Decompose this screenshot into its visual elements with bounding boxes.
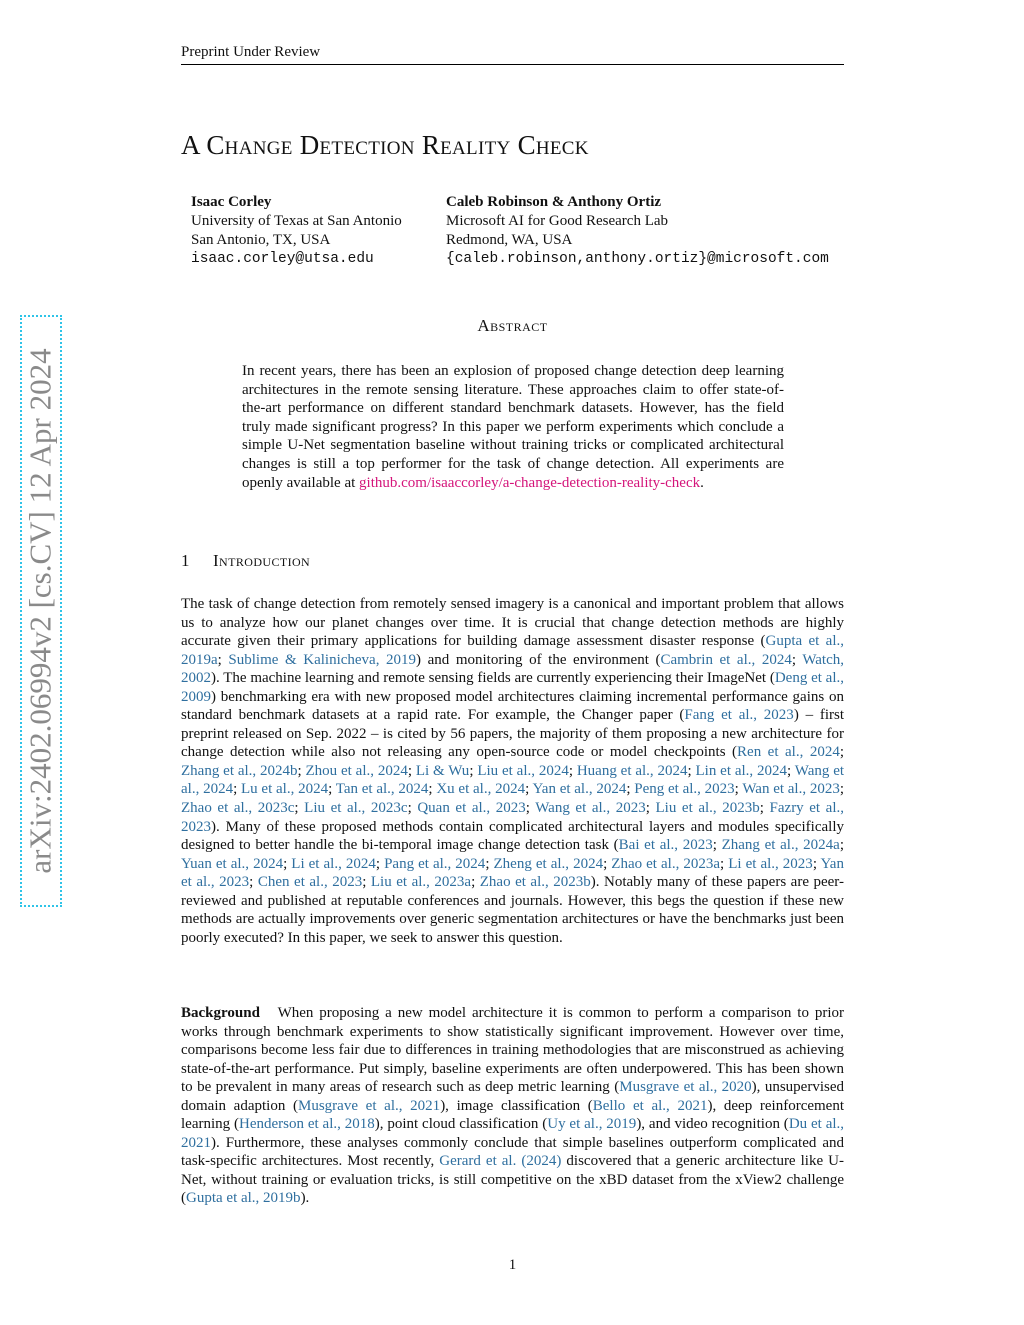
author-affiliation: Microsoft AI for Good Research Lab — [446, 213, 669, 229]
citation-link[interactable]: Tan et al., 2024 — [335, 781, 429, 798]
citation-link[interactable]: Yan et al., 2024 — [532, 781, 627, 798]
text-run: ), unsupervised domain adaption ( — [181, 1079, 844, 1114]
citation-link[interactable]: Sublime & Kalinicheva, 2019 — [228, 651, 417, 668]
text-run: ; — [791, 651, 803, 668]
text-run: ), deep reinforcement learning ( — [181, 1097, 845, 1133]
citation-link[interactable]: Zhao et al., 2023c — [181, 800, 295, 817]
citation-link[interactable]: Xu et al., 2024 — [436, 781, 526, 798]
text-run: ). Notably many of these papers are peer-reviewed and published at reputable conferences and journals. However, this begs the question if these new methods are actually improvements over generic segmentation architectures or have the benchmarks just been poorly executed? In this paper, we seek to answer this question. — [181, 874, 844, 946]
intro-paragraph-1 — [181, 595, 844, 947]
author-name: Isaac Corley — [191, 194, 272, 210]
citation-link[interactable]: Liu et al., 2024 — [477, 762, 569, 779]
citation-link[interactable]: Fang et al., 2023 — [684, 707, 794, 724]
author-affiliation: University of Texas at San Antonio — [191, 213, 402, 229]
text-run: ; — [297, 762, 306, 779]
section-number: 1 — [181, 551, 190, 570]
section-heading-introduction — [181, 551, 844, 571]
citation-link[interactable]: Peng et al., 2023 — [634, 781, 735, 798]
citation-link[interactable]: Li et al., 2024 — [291, 855, 376, 872]
text-run: ) – first preprint released on Sep. 2022 – is cited by 56 papers, the majority of them proposing a new architecture for change detection while also not releasing any open-source code or model checkpoints ( — [181, 707, 844, 761]
paper-title: A Change Detection Reality Check — [181, 130, 589, 160]
section-title: Introduction — [213, 551, 311, 570]
text-run: ; — [249, 874, 258, 891]
citation-link[interactable]: Yan et al., 2023 — [181, 855, 844, 891]
citation-link[interactable]: Uy et al., 2019 — [547, 1116, 637, 1133]
running-title: Preprint Under Review — [181, 44, 321, 60]
citation-link[interactable]: Bello et al., 2021 — [592, 1097, 708, 1114]
citation-link[interactable]: Bai et al., 2023 — [618, 837, 713, 854]
text-run: ; — [787, 762, 795, 779]
author-block-1 — [191, 193, 402, 269]
text-run: ; — [469, 762, 478, 779]
text-run: discovered that a generic architecture like U-Net, without training or evaluation tricks, is still competitive on the xBD dataset from the xView2 challenge ( — [181, 1153, 844, 1207]
text-run: ). The machine learning and remote sensing fields are currently experiencing their ImageNet ( — [211, 670, 775, 687]
citation-link[interactable]: Pang et al., 2024 — [384, 855, 486, 872]
text-run: ; — [362, 874, 371, 891]
text-run: ; — [471, 874, 480, 891]
repository-link[interactable]: github.com/isaaccorley/a-change-detection-reality-check — [359, 474, 701, 491]
text-run: ), image classification ( — [440, 1097, 593, 1114]
author-location: San Antonio, TX, USA — [191, 232, 331, 248]
citation-link[interactable]: Lu et al., 2024 — [241, 781, 329, 798]
citation-link[interactable]: Zhang et al., 2024b — [181, 762, 298, 779]
arxiv-identifier: arXiv:2402.06994v2 [cs.CV] 12 Apr 2024 — [23, 348, 59, 874]
citation-link[interactable]: Musgrave et al., 2020 — [619, 1079, 752, 1096]
citation-link[interactable]: Quan et al., 2023 — [417, 800, 526, 817]
paragraph-heading: Background — [181, 1005, 260, 1021]
text-run: ), and video recognition ( — [636, 1116, 789, 1133]
citation-link[interactable]: Henderson et al., 2018 — [239, 1116, 375, 1133]
text-run: ; — [839, 781, 845, 798]
text-run: ; — [525, 781, 533, 798]
text-run: ) benchmarking era with new proposed model architectures claiming incremental performance gains on standard benchmark datasets at a rapid rate. For example, the Changer paper ( — [181, 688, 844, 724]
text-run: ; — [525, 800, 536, 817]
arxiv-stamp[interactable] — [20, 315, 62, 907]
text-run: ; — [720, 855, 729, 872]
text-run: ; — [734, 781, 743, 798]
text-run: ; — [759, 800, 770, 817]
abstract-heading: Abstract — [477, 316, 548, 335]
citation-link[interactable]: Liu et al., 2023a — [370, 874, 472, 891]
page-number: 1 — [508, 1257, 517, 1273]
citation-link[interactable]: Fazry et al., 2023 — [181, 800, 845, 835]
abstract-text: In recent years, there has been an explosion of proposed change detection deep learning architectures in the remote sensing literature. These approaches claim to offer state-of-the-art performance on different standard benchmark datasets. However, has the field truly made significant progress? In this paper we perform experiments which conclude a simple U-Net segmentation baseline without training tricks or complicated architectural changes is still a top performer for the task of change detection. All experiments are openly available at — [242, 363, 784, 491]
text-run: ; — [712, 837, 722, 854]
citation-link[interactable]: Zhao et al., 2023b — [479, 874, 591, 891]
text-run: ; — [283, 855, 292, 872]
citation-link[interactable]: Liu et al., 2023b — [655, 800, 760, 817]
citation-link[interactable]: Gupta et al., 2019a — [181, 633, 844, 668]
text-run: ; — [839, 837, 844, 854]
text-run: ). Many of these proposed methods contain complicated architectural layers and modules specifically designed to better handle the bi-temporal image change detection task ( — [181, 818, 844, 854]
text-run: ; — [485, 855, 494, 872]
text-run: ; — [428, 781, 437, 798]
text-run: ; — [375, 855, 385, 872]
citation-link[interactable]: Chen et al., 2023 — [257, 874, 363, 891]
text-run: The task of change detection from remotely sensed imagery is a canonical and important problem that allows us to analyze how our planet changes over time. It is crucial that change detection methods are highly accurate given their primary applications for building damage assessment disaster response ( — [181, 596, 844, 650]
text-run: ; — [839, 744, 844, 761]
citation-link[interactable]: Liu et al., 2023c — [304, 800, 408, 817]
author-email[interactable]: isaac.corley@utsa.edu — [191, 251, 374, 267]
author-location: Redmond, WA, USA — [446, 232, 573, 248]
citation-link[interactable]: Gerard et al. (2024) — [439, 1153, 562, 1170]
text-run: ; — [217, 651, 229, 668]
author-block-2 — [446, 193, 829, 269]
background-paragraph — [181, 1004, 844, 1208]
citation-link[interactable]: Huang et al., 2024 — [576, 762, 688, 779]
text-run: ; — [407, 800, 418, 817]
citation-link[interactable]: Yuan et al., 2024 — [181, 855, 284, 872]
text-run: ; — [328, 781, 336, 798]
text-run: ; — [645, 800, 656, 817]
text-run: ). Furthermore, these analyses commonly conclude that simple baselines outperform complicated and task-specific architectures. Most recently, — [181, 1134, 844, 1170]
text-run: ; — [294, 800, 305, 817]
citation-link[interactable]: Watch, 2002 — [181, 651, 845, 687]
citation-link[interactable]: Li et al., 2023 — [728, 855, 813, 872]
citation-link[interactable]: Lin et al., 2024 — [695, 762, 788, 779]
citation-link[interactable]: Zhang et al., 2024a — [721, 837, 840, 854]
text-run: ; — [626, 781, 635, 798]
citation-link[interactable]: Zhou et al., 2024 — [305, 762, 408, 779]
text-run: ) and monitoring of the environment ( — [416, 651, 661, 668]
text-run: ), point cloud classification ( — [374, 1116, 548, 1133]
text-run: ; — [603, 855, 612, 872]
text-run: ; — [407, 762, 416, 779]
author-name: Caleb Robinson & Anthony Ortiz — [446, 194, 662, 210]
abstract-body — [242, 362, 784, 492]
running-header — [181, 44, 844, 65]
citation-link[interactable]: Wang et al., 2024 — [181, 762, 845, 798]
citation-link[interactable]: Musgrave et al., 2021 — [298, 1097, 441, 1114]
citation-link[interactable]: Zheng et al., 2024 — [493, 855, 604, 872]
text-run: ). — [300, 1190, 310, 1207]
author-email[interactable]: {caleb.robinson,anthony.ortiz}@microsoft.com — [446, 251, 829, 267]
citation-link[interactable]: Wang et al., 2023 — [535, 800, 646, 817]
text-run: ; — [687, 762, 696, 779]
citation-link[interactable]: Cambrin et al., 2024 — [660, 651, 792, 668]
citation-link[interactable]: Du et al., 2021 — [181, 1116, 845, 1151]
text-run: ; — [233, 781, 241, 798]
citation-link[interactable]: Deng et al., 2009 — [181, 670, 844, 705]
citation-link[interactable]: Gupta et al., 2019b — [186, 1190, 301, 1207]
citation-link[interactable]: Li & Wu — [415, 762, 470, 779]
abstract-end: . — [700, 474, 704, 491]
citation-link[interactable]: Ren et al., 2024 — [737, 744, 840, 761]
text-run: ; — [568, 762, 577, 779]
text-run: When proposing a new model architecture it is common to perform a comparison to prior works through benchmark experiments to show statistically significant improvement. However over time, comparisons become less fair due to differences in training methodologies that are misconstrued as achieving state-of-the-art performance. Put simply, baseline experiments are often underpowered. This has been shown to be prevalent in many areas of research such as deep metric learning ( — [181, 1005, 845, 1096]
text-run: ; — [812, 855, 821, 872]
citation-link[interactable]: Zhao et al., 2023a — [611, 855, 721, 872]
citation-link[interactable]: Wan et al., 2023 — [742, 781, 840, 798]
